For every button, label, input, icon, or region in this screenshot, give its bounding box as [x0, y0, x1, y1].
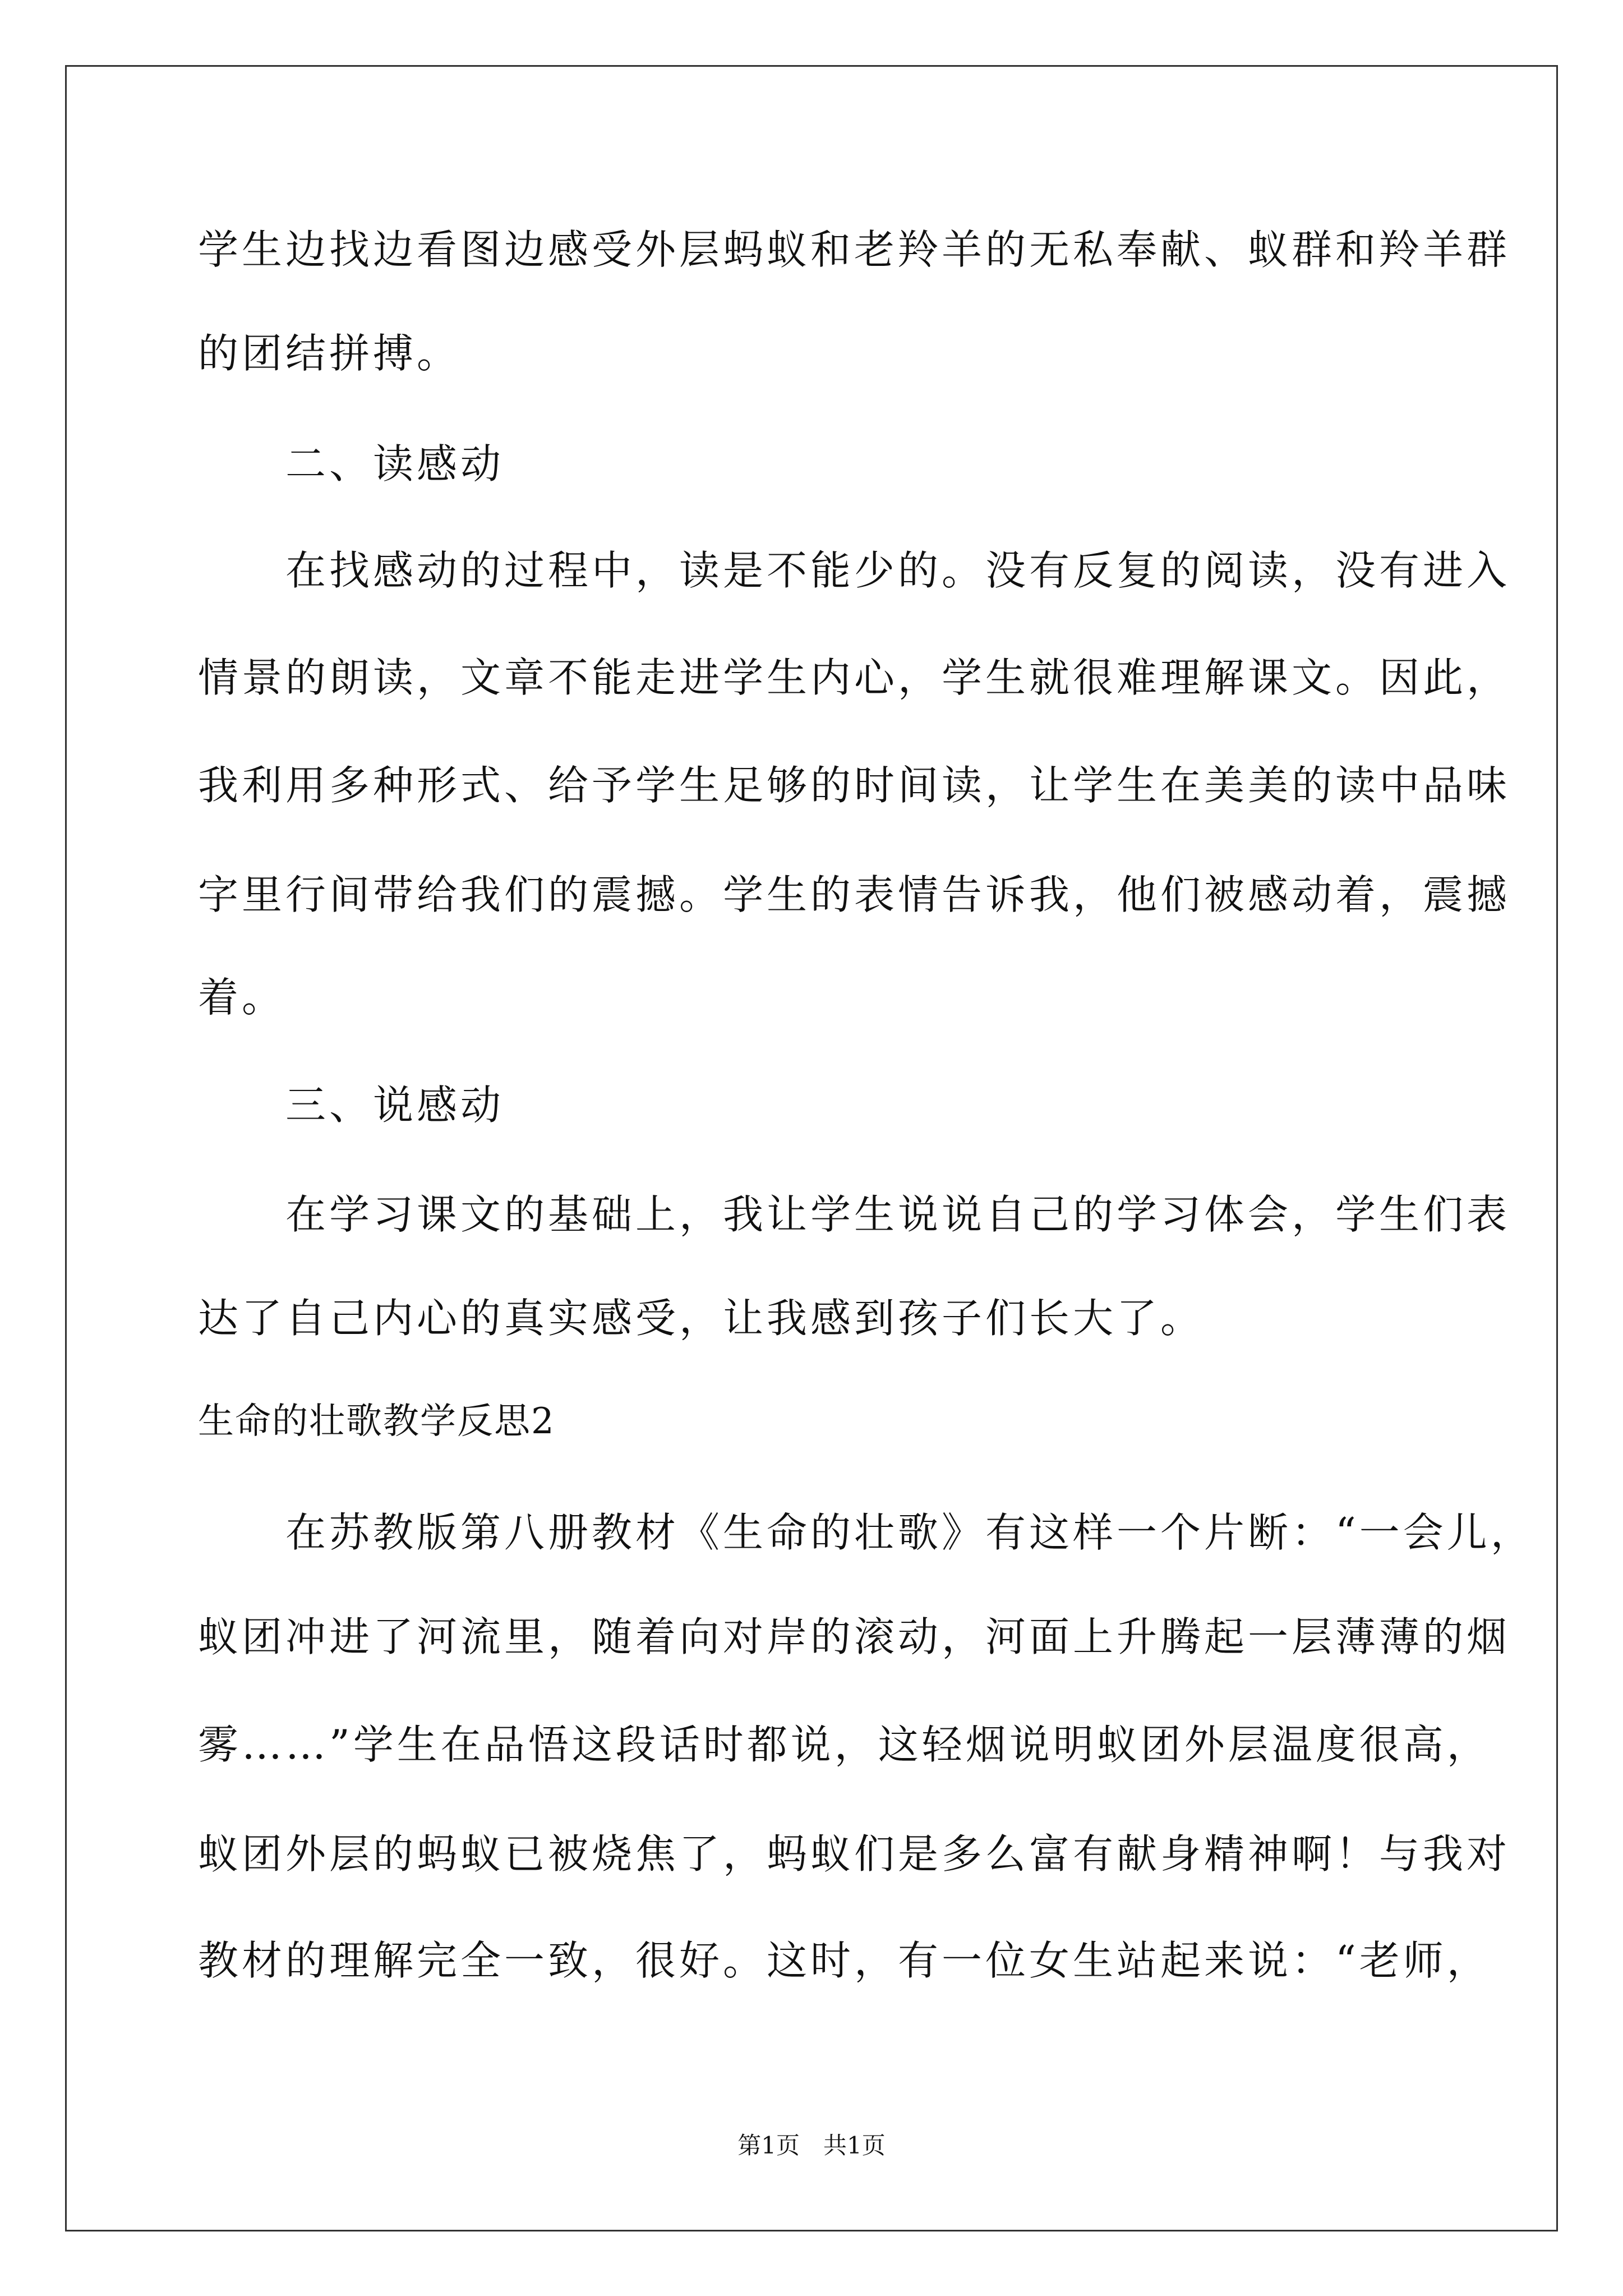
body-line: 字里行间带给我们的震撼。学生的表情告诉我，他们被感动着，震撼 — [198, 871, 1511, 918]
section-title: 生命的壮歌教学反思2 — [198, 1401, 555, 1442]
page-footer: 第1页 共1页 — [737, 2132, 886, 2159]
body-line: 在找感动的过程中，读是不能少的。没有反复的阅读，没有进入 — [198, 547, 1511, 594]
body-line: 着。 — [198, 974, 286, 1021]
body-line: 在苏教版第八册教材《生命的壮歌》有这样一个片断：“一会儿， — [198, 1509, 1534, 1556]
body-line: 情景的朗读，文章不能走进学生内心，学生就很难理解课文。因此， — [198, 654, 1511, 701]
page-border — [65, 65, 1558, 2231]
body-line: 我利用多种形式、给予学生足够的时间读，让学生在美美的读中品味 — [198, 762, 1511, 809]
body-line: 蚁团冲进了河流里，随着向对岸的滚动，河面上升腾起一层薄薄的烟 — [198, 1613, 1511, 1660]
body-line: 在学习课文的基础上，我让学生说说自己的学习体会，学生们表 — [198, 1191, 1511, 1238]
body-line: 蚁团外层的蚂蚁已被烧焦了，蚂蚁们是多么富有献身精神啊！与我对 — [198, 1830, 1511, 1878]
body-line: 达了自己内心的真实感受，让我感到孩子们长大了。 — [198, 1295, 1205, 1342]
body-line: 学生边找边看图边感受外层蚂蚁和老羚羊的无私奉献、蚁群和羚羊群 — [198, 226, 1511, 273]
body-line: 的团结拼搏。 — [198, 330, 461, 377]
body-line: 教材的理解完全一致，很好。这时，有一位女生站起来说：“老师， — [198, 1937, 1491, 1984]
subheading: 二、读感动 — [198, 440, 505, 487]
subheading: 三、说感动 — [198, 1082, 505, 1129]
body-line: 雾……”学生在品悟这段话时都说，这轻烟说明蚁团外层温度很高， — [198, 1721, 1491, 1768]
